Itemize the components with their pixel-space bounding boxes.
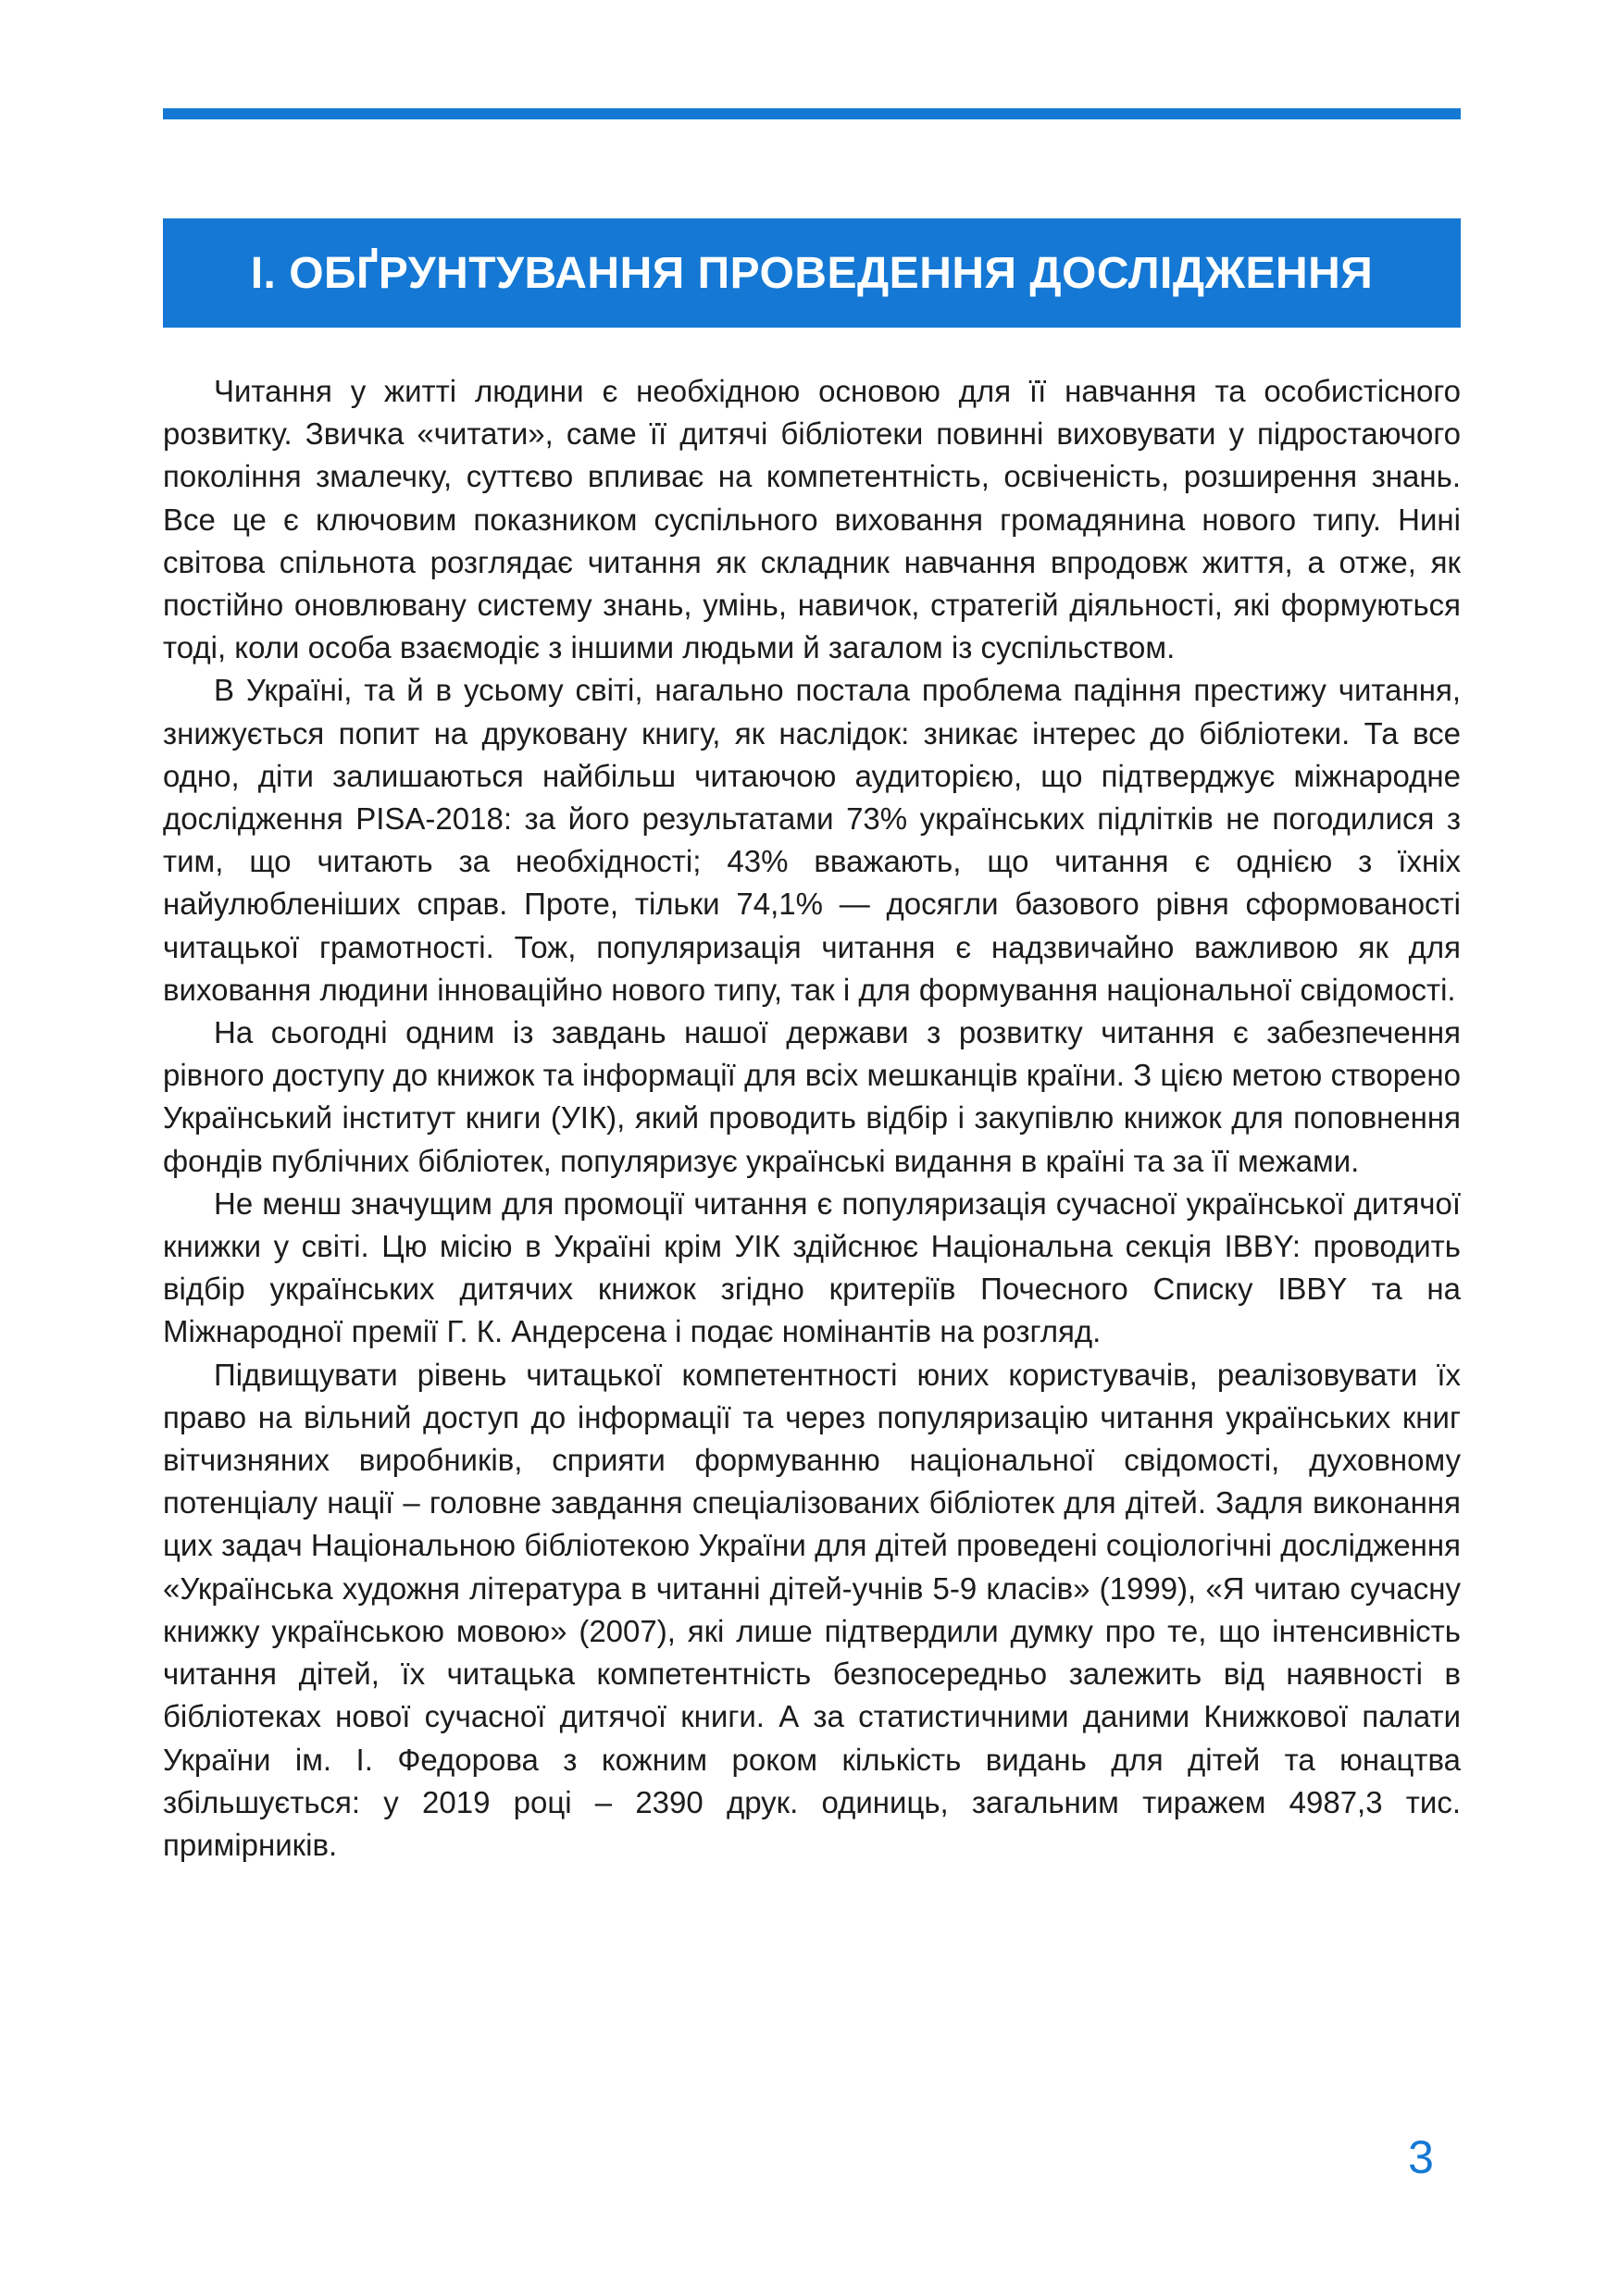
paragraph: В Україні, та й в усьому світі, нагально постала проблема падіння престижу читання, знижується попит на друковану книгу, як наслідок: зникає інтерес до бібліотеки. Та все одно, діти залишаються найбільш читаючою аудиторією, що підтверджує міжнародне дослідження PISA-2018: за його результатами 73% українських підлітків не погодилися з тим, що читають за необхідності; 43% вважають, що читання є однією з їхніх найулюбленіших справ. Проте, тільки 74,1% — досягли базового рівня сформованості читацької грамотності. Тож, популяризація читання є надзвичайно важливою як для виховання людини інноваційно нового типу, так і для формування національної свідомості. [163,673,1461,1007]
top-rule [163,108,1461,119]
page-number: 3 [1408,2131,1434,2183]
paragraph: Підвищувати рівень читацької компетентності юних користувачів, реалізовувати їх право на вільний доступ до інформації та через популяризацію читання українських книг вітчизняних виробників, сприяти формуванню національної свідомості, духовному потенціалу нації – головне завдання спеціалізованих бібліотек для дітей. Задля виконання цих задач Національною бібліотекою України для дітей проведені соціологічні дослідження «Українська художня література в читанні дітей-учнів 5-9 класів» (1999), «Я читаю сучасну книжку українською мовою» (2007), які лише підтвердили думку про те, що інтенсивність читання дітей, їх читацька компетентність безпосередньо залежить від наявності в бібліотеках нової сучасної дитячої книги. А за статистичними даними Книжкової палати України ім. І. Федорова з кожним роком кількість видань для дітей та юнацтва збільшується: у 2019 році – 2390 друк. одиниць, загальним тиражем 4987,3 тис. примірників. [163,1357,1461,1862]
paragraph: Читання у житті людини є необхідною основою для її навчання та особистісного розвитку. Звичка «читати», саме її дитячі бібліотеки повинні виховувати у підростаючого покоління змалечку, суттєво впливає на компетентність, освіченість, розширення знань. Все це є ключовим показником суспільного виховання громадянина нового типу. Нині світова спільнота розглядає читання як складник навчання впродовж життя, а отже, як постійно оновлювану систему знань, умінь, навичок, стратегій діяльності, які формуються тоді, коли особа взаємодіє з іншими людьми й загалом із суспільством. [163,374,1461,665]
paragraph: На сьогодні одним із завдань нашої держави з розвитку читання є забезпечення рівного доступу до книжок та інформації для всіх мешканців країни. З цією метою створено Український інститут книги (УІК), який проводить відбір і закупівлю книжок для поповнення фондів публічних бібліотек, популяризує українські видання в країні та за її межами. [163,1015,1461,1178]
section-banner [163,218,1461,328]
body-text [163,370,1461,1867]
paragraph: Не менш значущим для промоції читання є популяризація сучасної української дитячої книжки у світі. Цю місію в Україні крім УІК здійснює Національна секція IBBY: проводить відбір українських дитячих книжок згідно критеріїв Почесного Списку IBBY та на Міжнародної премії Г. К. Андерсена і подає номінантів на розгляд. [163,1185,1461,1349]
section-title: І. ОБҐРУНТУВАННЯ ПРОВЕДЕННЯ ДОСЛІДЖЕННЯ [250,248,1374,298]
